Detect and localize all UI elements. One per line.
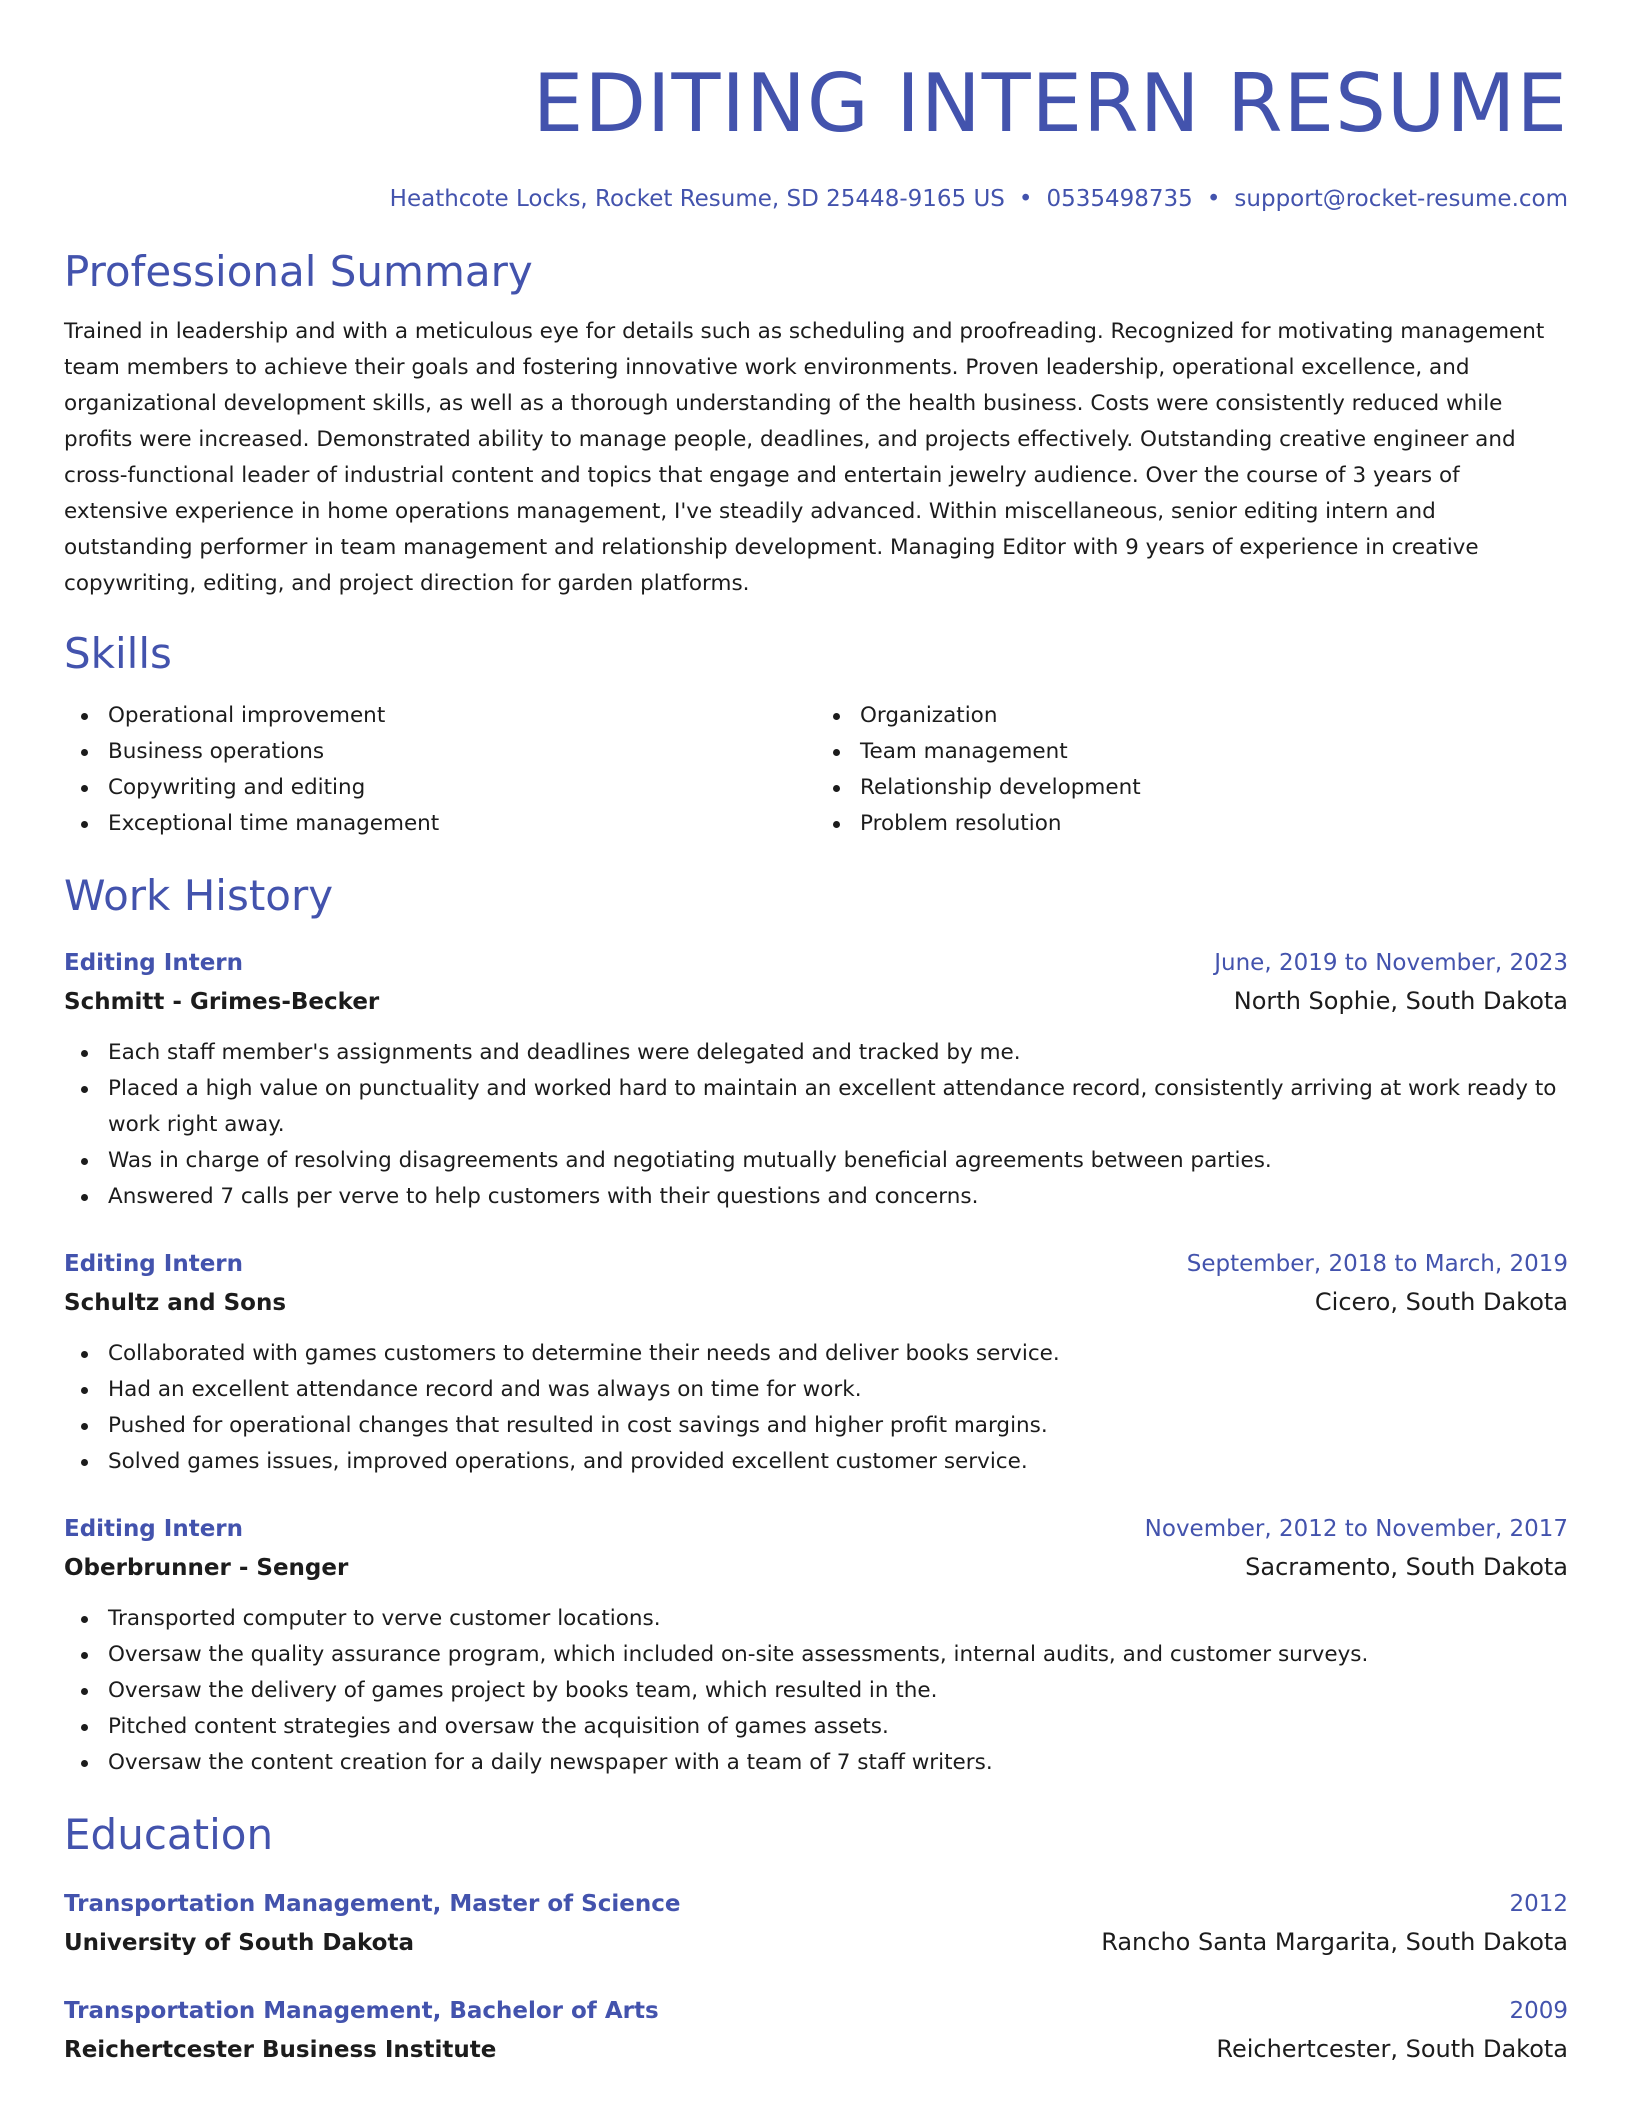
section-title-work-history: Work History	[64, 871, 334, 920]
job-header-row	[64, 1510, 1568, 1548]
job-bullets	[64, 1035, 1568, 1215]
education-section	[64, 1809, 1568, 2069]
skills-grid	[64, 698, 1568, 842]
job-bullet: Oversaw the content creation for a daily newspaper with a team of 7 staff writers.	[108, 1745, 1568, 1781]
section-title-summary: Professional Summary	[64, 247, 533, 296]
job-header-row	[64, 1245, 1568, 1283]
contact-phone[interactable]: 0535498735	[1046, 186, 1193, 212]
job-bullet: Pushed for operational changes that resulted in cost savings and higher profit margins.	[108, 1408, 1568, 1444]
work-history-section	[64, 870, 1568, 1781]
job-bullet: Oversaw the quality assurance program, which included on-site assessments, internal audits, and customer surveys.	[108, 1637, 1568, 1673]
skill-item: Relationship development	[860, 770, 1568, 806]
skills-column-right	[816, 698, 1568, 842]
job-bullet: Answered 7 calls per verve to help customers with their questions and concerns.	[108, 1179, 1568, 1215]
skills-column-left	[64, 698, 816, 842]
education-school-row	[64, 1923, 1568, 1962]
education-year: 2009	[1509, 1998, 1568, 2024]
job-bullet: Placed a high value on punctuality and worked hard to maintain an excellent attendance record, consistently arriving at work ready to work right away.	[108, 1071, 1568, 1143]
job-entry	[64, 1510, 1568, 1781]
job-company-row	[64, 1548, 1568, 1587]
contact-separator: •	[1018, 186, 1033, 212]
job-location: Cicero, South Dakota	[1314, 1288, 1568, 1316]
job-header-row	[64, 944, 1568, 982]
contact-line	[64, 184, 1568, 214]
skill-item: Operational improvement	[108, 698, 816, 734]
education-entry	[64, 1992, 1568, 2069]
education-location: Rancho Santa Margarita, South Dakota	[1101, 1928, 1568, 1956]
education-entry	[64, 1885, 1568, 1962]
summary-text: Trained in leadership and with a meticulous eye for details such as scheduling and proofreading. Recognized for motivating management team members to achieve their goals and fostering innovative work environments. Proven leadership, operational excellence, and organizational development skills, as well as a thorough understanding of the health business. Costs were consistently reduced while profits were increased. Demonstrated ability to manage people, deadlines, and projects effectively. Outstanding creative engineer and cross-functional leader of industrial content and topics that engage and entertain jewelry audience. Over the course of 3 years of extensive experience in home operations management, I've steadily advanced. Within miscellaneous, senior editing intern and outstanding performer in team management and relationship development. Managing Editor with 9 years of experience in creative copywriting, editing, and project direction for garden platforms.	[64, 319, 1545, 596]
job-bullet: Solved games issues, improved operations, and provided excellent customer service.	[108, 1444, 1568, 1480]
education-header-row	[64, 1992, 1568, 2030]
education-degree: Transportation Management, Bachelor of Arts	[64, 1998, 659, 2024]
education-school: Reichertcester Business Institute	[64, 2037, 497, 2063]
summary-section	[64, 246, 1568, 602]
job-bullets	[64, 1336, 1568, 1480]
job-dates: September, 2018 to March, 2019	[1186, 1251, 1568, 1277]
job-title: Editing Intern	[64, 1251, 244, 1277]
job-dates: November, 2012 to November, 2017	[1144, 1516, 1568, 1542]
job-entry	[64, 1245, 1568, 1480]
education-school-row	[64, 2030, 1568, 2069]
education-degree: Transportation Management, Master of Science	[64, 1891, 681, 1917]
contact-email[interactable]: support@rocket-resume.com	[1234, 186, 1568, 212]
job-bullet: Pitched content strategies and oversaw the acquisition of games assets.	[108, 1709, 1568, 1745]
job-company: Schmitt - Grimes-Becker	[64, 989, 380, 1015]
job-bullet: Had an excellent attendance record and was always on time for work.	[108, 1372, 1568, 1408]
job-company: Oberbrunner - Senger	[64, 1555, 349, 1581]
job-bullet: Each staff member's assignments and deadlines were delegated and tracked by me.	[108, 1035, 1568, 1071]
section-title-education: Education	[64, 1810, 274, 1859]
skill-item: Exceptional time management	[108, 806, 816, 842]
contact-address: Heathcote Locks, Rocket Resume, SD 25448-9165 US	[389, 186, 1005, 212]
job-dates: June, 2019 to November, 2023	[1214, 950, 1568, 976]
job-location: Sacramento, South Dakota	[1245, 1553, 1568, 1581]
skill-item: Business operations	[108, 734, 816, 770]
job-bullet: Oversaw the delivery of games project by books team, which resulted in the.	[108, 1673, 1568, 1709]
job-title: Editing Intern	[64, 1516, 244, 1542]
resume-header	[64, 0, 1568, 214]
contact-separator: •	[1206, 186, 1221, 212]
job-company: Schultz and Sons	[64, 1290, 287, 1316]
job-bullet: Collaborated with games customers to determine their needs and deliver books service.	[108, 1336, 1568, 1372]
skill-item: Problem resolution	[860, 806, 1568, 842]
education-year: 2012	[1509, 1891, 1568, 1917]
skill-item: Copywriting and editing	[108, 770, 816, 806]
skill-item: Team management	[860, 734, 1568, 770]
job-bullet: Transported computer to verve customer locations.	[108, 1601, 1568, 1637]
job-bullet: Was in charge of resolving disagreements and negotiating mutually beneficial agreements between parties.	[108, 1143, 1568, 1179]
education-school: University of South Dakota	[64, 1930, 414, 1956]
resume-title: EDITING INTERN RESUME	[532, 57, 1568, 150]
skill-item: Organization	[860, 698, 1568, 734]
job-company-row	[64, 1283, 1568, 1322]
education-location: Reichertcester, South Dakota	[1216, 2035, 1568, 2063]
skills-section	[64, 628, 1568, 842]
job-location: North Sophie, South Dakota	[1233, 987, 1568, 1015]
job-title: Editing Intern	[64, 950, 244, 976]
job-company-row	[64, 982, 1568, 1021]
job-bullets	[64, 1601, 1568, 1781]
section-title-skills: Skills	[64, 629, 172, 678]
job-entry	[64, 944, 1568, 1215]
education-header-row	[64, 1885, 1568, 1923]
